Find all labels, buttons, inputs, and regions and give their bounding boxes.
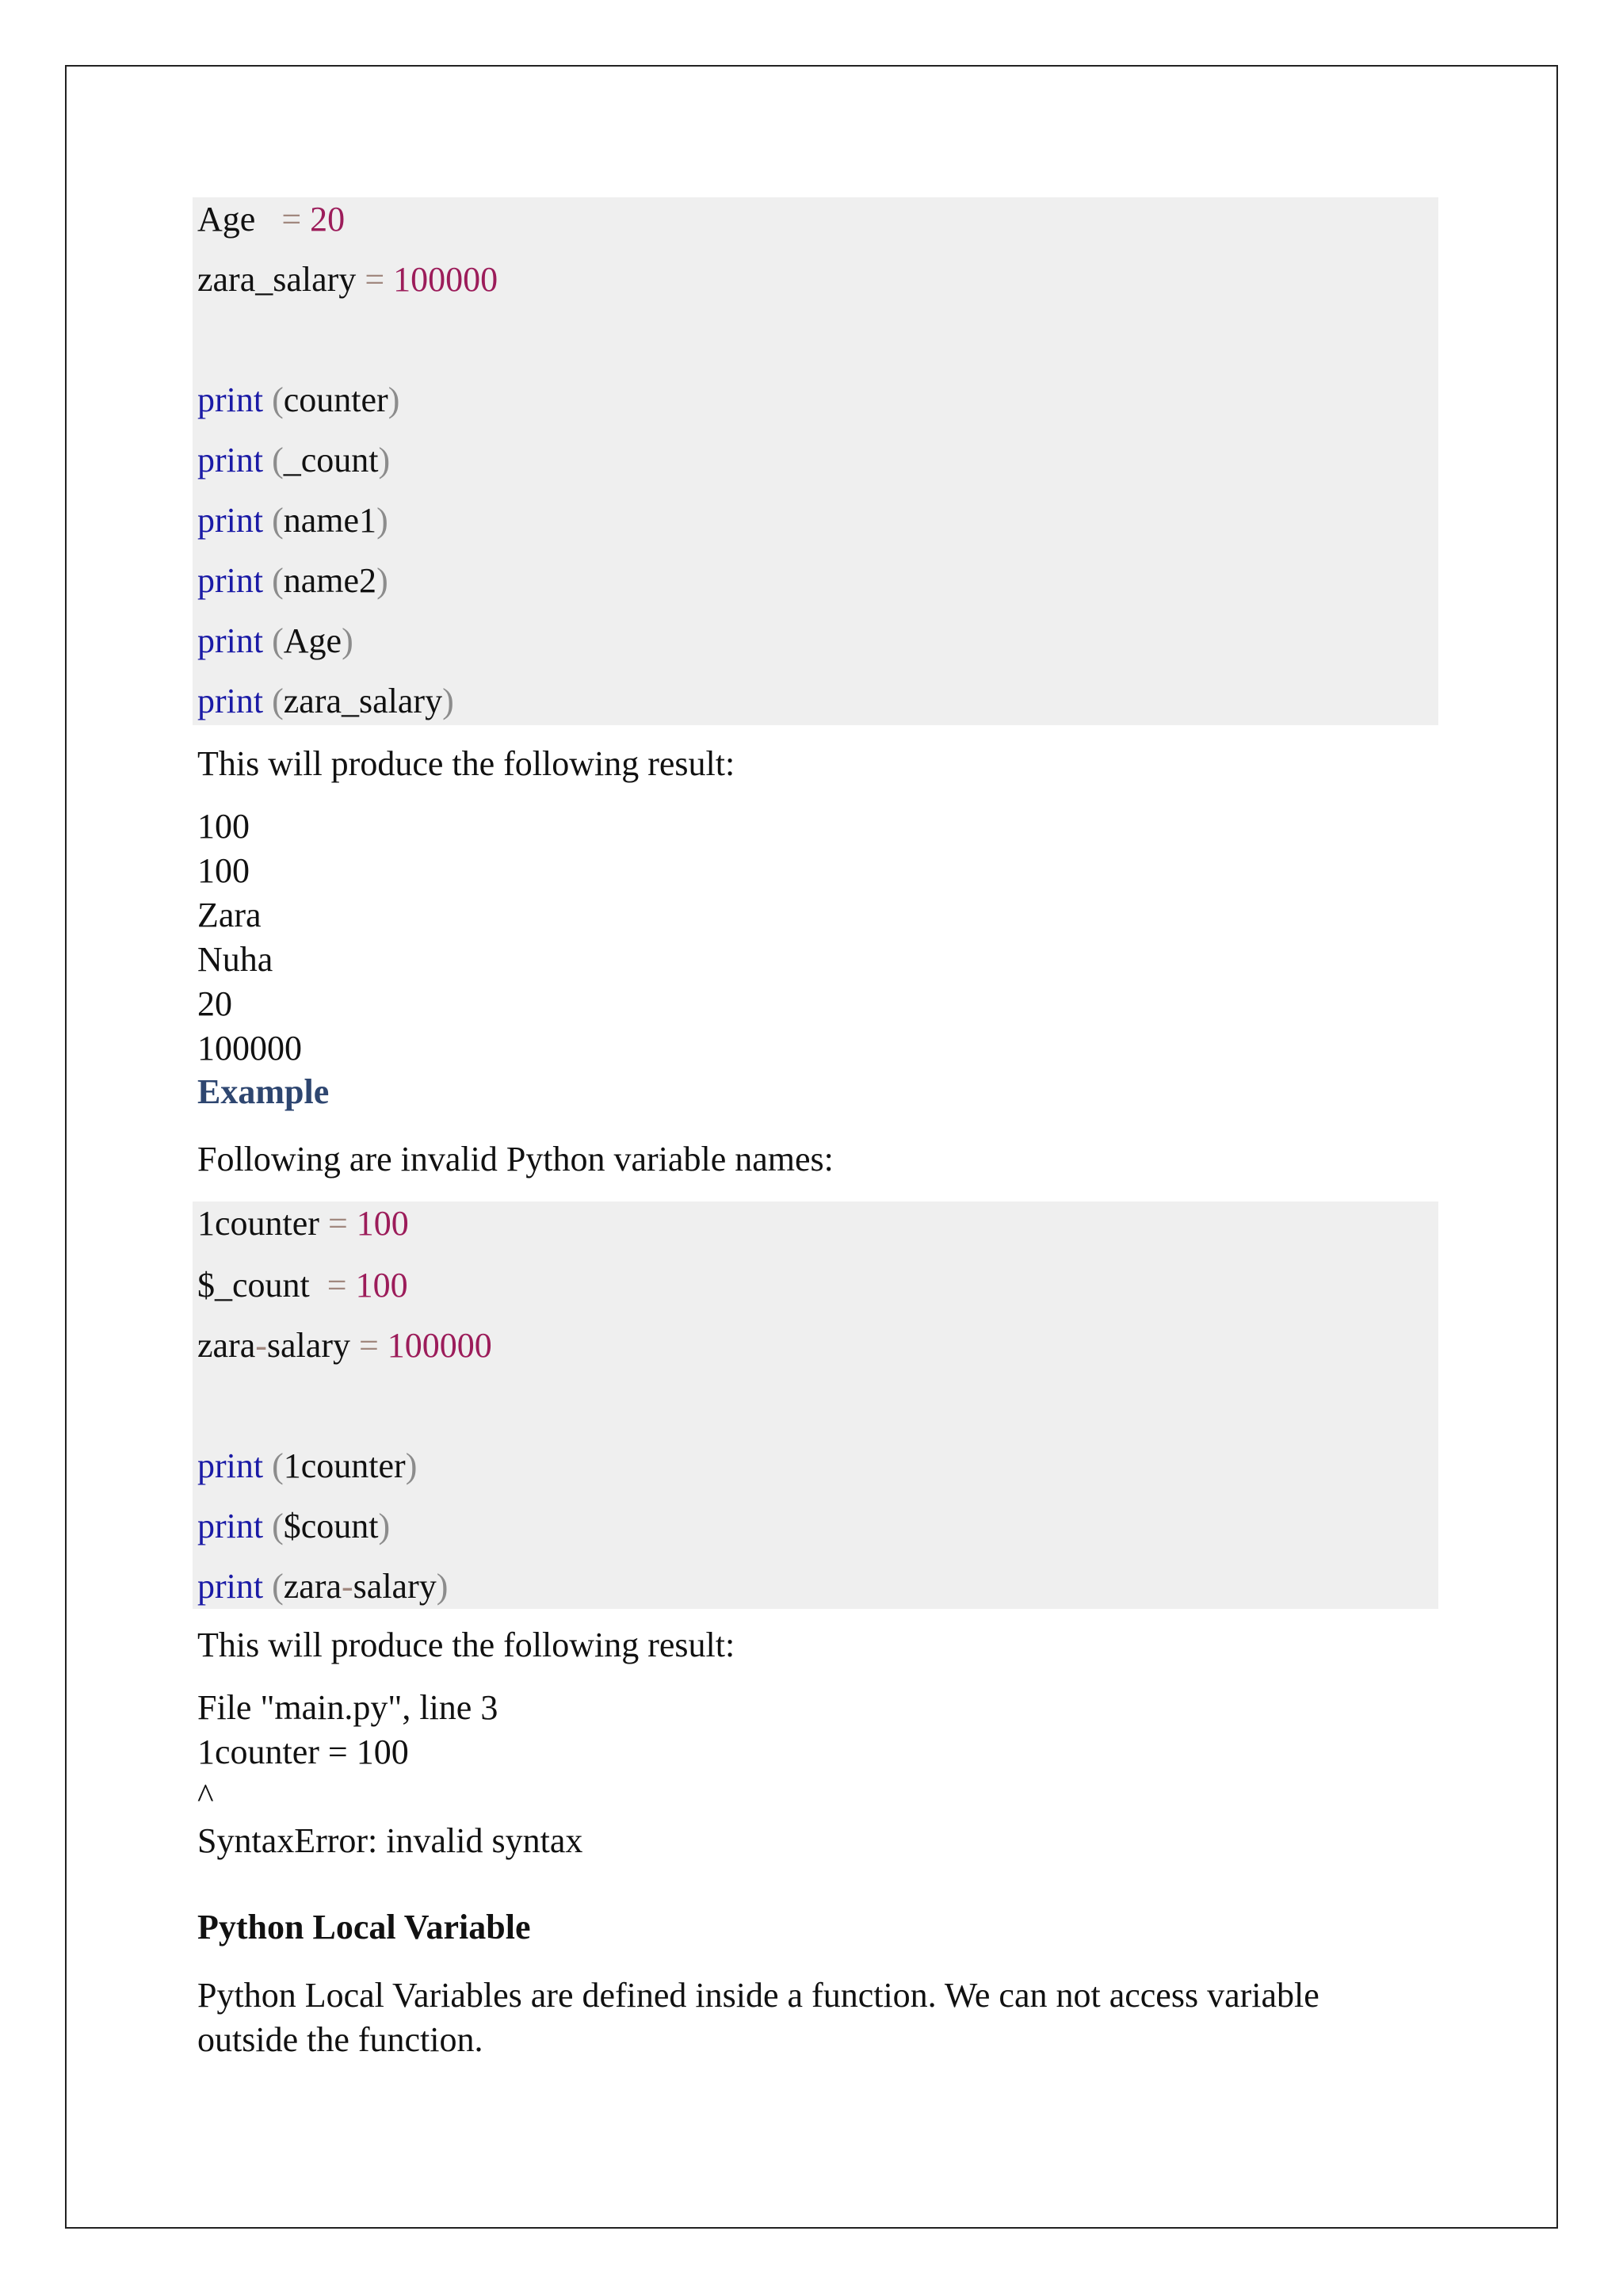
code-line-print-counter: print (counter) bbox=[197, 380, 400, 419]
result-intro-1: This will produce the following result: bbox=[197, 744, 735, 783]
code-line-1counter: 1counter = 100 bbox=[197, 1204, 409, 1243]
output-line: 100 bbox=[197, 807, 250, 846]
code-line-print-age: print (Age) bbox=[197, 621, 353, 660]
paragraph-line: outside the function. bbox=[197, 2020, 483, 2059]
code-line-print-zara-dash-salary: print (zara-salary) bbox=[197, 1567, 449, 1606]
output-block-1 bbox=[197, 804, 302, 1071]
code-line-zara-salary: zara_salary = 100000 bbox=[197, 260, 498, 299]
section-paragraph bbox=[197, 1973, 1449, 2062]
code-line-dollar-count: $_count = 100 bbox=[197, 1266, 408, 1305]
output-line: Zara bbox=[197, 896, 262, 934]
code-line-print-dollar-count: print ($count) bbox=[197, 1507, 391, 1545]
example-heading: Example bbox=[197, 1072, 330, 1111]
code-block-invalid-names bbox=[193, 1201, 1438, 1609]
code-line-age: Age = 20 bbox=[197, 200, 346, 239]
output-line: Nuha bbox=[197, 940, 273, 979]
output-line: File "main.py", line 3 bbox=[197, 1688, 498, 1727]
output-line: SyntaxError: invalid syntax bbox=[197, 1821, 583, 1860]
code-line-print-count: print (_count) bbox=[197, 441, 391, 479]
code-block-valid-names bbox=[193, 197, 1438, 725]
output-line: 100 bbox=[197, 851, 250, 890]
output-block-2 bbox=[197, 1686, 582, 1863]
code-line-print-name2: print (name2) bbox=[197, 561, 388, 600]
output-line: ^ bbox=[197, 1777, 214, 1816]
output-line: 20 bbox=[197, 984, 232, 1023]
output-line: 100000 bbox=[197, 1029, 302, 1068]
code-line-print-name1: print (name1) bbox=[197, 501, 388, 540]
code-line-zara-dash-salary: zara-salary = 100000 bbox=[197, 1326, 492, 1365]
paragraph-line: Python Local Variables are defined inside a function. We can not access variable bbox=[197, 1976, 1319, 2015]
result-intro-2: This will produce the following result: bbox=[197, 1626, 735, 1664]
code-line-print-zara-salary: print (zara_salary) bbox=[197, 682, 454, 720]
section-heading: Python Local Variable bbox=[197, 1908, 531, 1946]
code-line-print-1counter: print (1counter) bbox=[197, 1446, 418, 1485]
output-line: 1counter = 100 bbox=[197, 1733, 409, 1771]
invalid-names-intro: Following are invalid Python variable names: bbox=[197, 1140, 834, 1179]
